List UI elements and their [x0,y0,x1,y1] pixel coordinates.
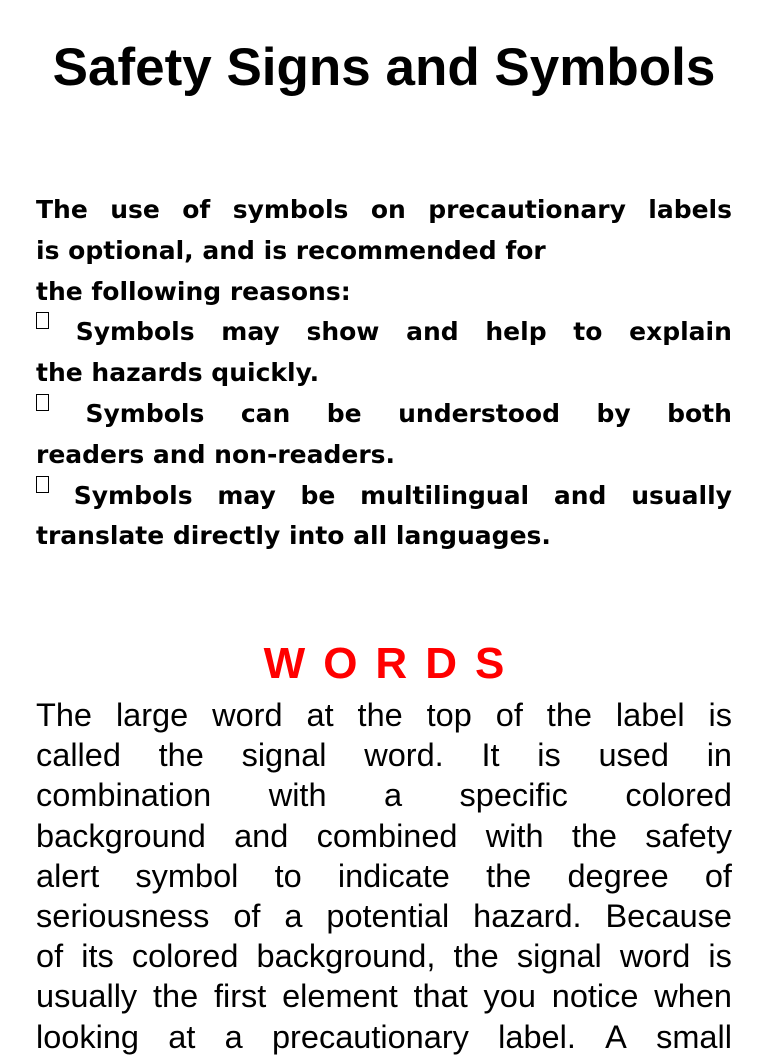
body-line [36,856,732,896]
word: indicate [337,857,450,894]
word: looking [36,1018,139,1055]
word: and [406,317,459,347]
intro-block [36,190,732,557]
word: precautionary [271,1018,469,1055]
word: element [282,978,398,1015]
word: by [596,398,631,428]
word: multilingual [360,480,530,510]
word: background [36,817,206,854]
intro-line: is optional, and is recommended for [36,235,546,265]
bullet-item-line [36,394,732,435]
word: that [413,978,468,1015]
word: be [326,398,362,428]
bullet-item-line: readers and non-readers. [36,439,396,469]
body-line [36,775,732,815]
word: you [483,978,536,1015]
word: is [708,938,732,975]
word: the [152,978,199,1015]
word: colored [131,938,239,975]
word: at [306,697,334,733]
word: of [233,897,261,934]
word: a [284,897,303,934]
word: with [485,817,544,854]
word: label [615,697,685,733]
word: a [224,1018,243,1055]
word: degree [567,857,669,894]
word: potential [326,897,450,934]
word: combined [316,817,458,854]
word: It [481,737,500,774]
words-body [36,695,732,1057]
word: is [537,737,561,774]
bullet-box-icon [36,312,49,329]
word: A [605,1018,627,1055]
word: called [36,737,121,774]
word: the [486,857,532,894]
word: with [268,777,327,814]
word: the [357,697,403,733]
word: word [212,697,283,733]
intro-line [36,190,732,231]
word: symbol [135,857,239,894]
bullet-item-line [36,312,732,353]
word: alert [36,857,100,894]
word: help [485,317,547,347]
word: Symbols [73,480,193,510]
intro-line: the following reasons: [36,276,351,306]
word: the [546,697,592,733]
word: background, [256,938,436,975]
word: word [619,938,691,975]
body-line [36,976,732,1016]
word: in [706,737,732,774]
bullet-item-line: translate directly into all languages. [36,521,551,551]
word: usually [631,480,732,510]
word: the [571,817,617,854]
body-line [36,695,732,735]
word: of [495,697,523,733]
word: and [553,480,607,510]
word: usually [36,978,138,1015]
word: of [704,857,732,894]
word: Symbols [85,398,205,428]
word: its [81,938,114,975]
body-line [36,896,732,936]
word: seriousness [36,897,210,934]
bullet-item-line [36,476,732,517]
word: symbols [232,195,349,224]
bullet-item-line: the hazards quickly. [36,358,320,388]
bullet-box-icon [36,394,49,411]
bullet-box-icon [36,476,49,493]
word: top [426,697,472,733]
page-title: Safety Signs and Symbols [52,38,716,97]
word: first [213,978,267,1015]
word: Because [605,897,732,934]
word: large [115,697,189,733]
word: precautionary [428,195,626,224]
word: The [36,195,88,224]
word: to [573,317,603,347]
word: notice [551,978,639,1015]
word: label. [498,1018,576,1055]
body-line [36,936,732,976]
word: of [36,938,64,975]
word: word. [364,737,444,774]
word: use [110,195,160,224]
word: be [300,480,336,510]
word: explain [629,317,732,347]
word: combination [36,777,212,814]
word: when [654,978,732,1015]
word: may [217,480,276,510]
word: the [158,737,204,774]
word: to [274,857,302,894]
word: understood [398,398,560,428]
word: The [36,697,93,733]
word: small [656,1018,732,1055]
word: colored [625,777,732,814]
words-heading: WORDS [263,639,523,688]
word: and [234,817,289,854]
body-line [36,735,732,775]
word: specific [459,777,568,814]
word: labels [648,195,732,224]
word: both [667,398,732,428]
word: is [708,697,732,733]
word: safety [645,817,732,854]
word: may [221,317,280,347]
word: show [306,317,380,347]
word: signal [516,938,602,975]
word: Symbols [75,317,195,347]
word: of [182,195,211,224]
word: the [453,938,499,975]
body-line [36,816,732,856]
word: used [598,737,669,774]
word: on [370,195,406,224]
word: a [383,777,403,814]
word: at [168,1018,196,1055]
body-line [36,1017,732,1057]
word: hazard. [473,897,582,934]
word: can [240,398,291,428]
word: signal [241,737,327,774]
